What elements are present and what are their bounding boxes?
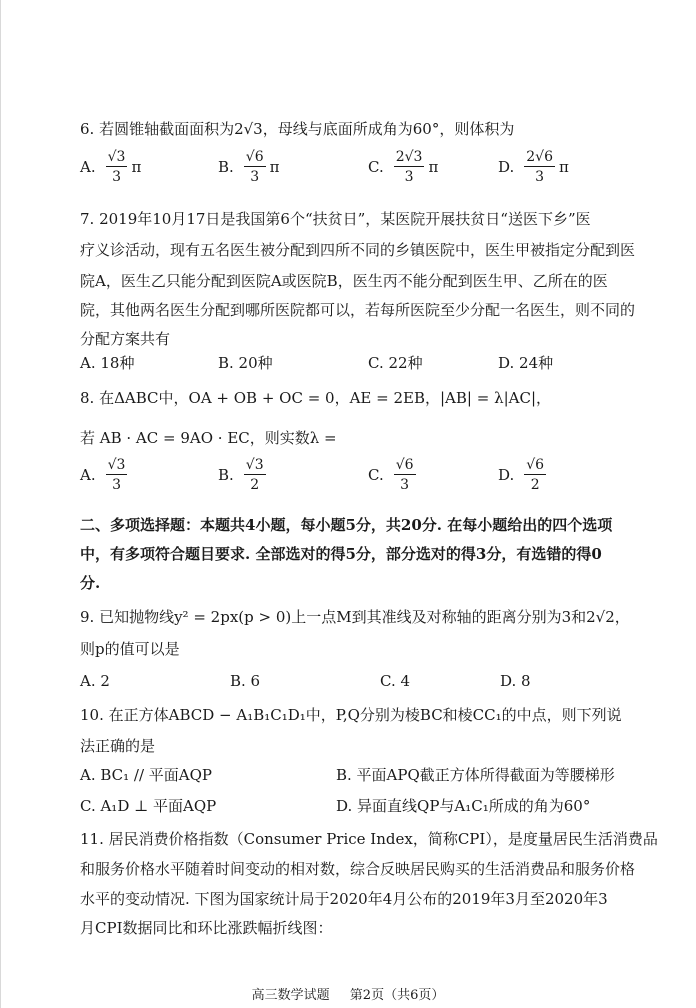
q10-options-row-2 bbox=[80, 795, 620, 816]
q7-line-5: 分配方案共有 bbox=[80, 330, 171, 348]
q10-line-2: 法正确的是 bbox=[80, 737, 156, 755]
q10-options-row-1 bbox=[80, 764, 620, 785]
q8-line-1: 8. 在ΔABC中，OA + OB + OC = 0，AE = 2EB，|AB| = λ|AC|， bbox=[80, 389, 551, 407]
q9-option-c: C. 4 bbox=[380, 672, 411, 690]
q7-line-4: 院，其他两名医生分配到哪所医院都可以，若每所医院至少分配一名医生，则不同的 bbox=[80, 301, 636, 319]
q6-stem: 6. 若圆锥轴截面面积为2√3，母线与底面所成角为60°，则体积为 bbox=[80, 120, 515, 138]
q9-options bbox=[80, 672, 620, 690]
q10-option-d: D. 异面直线QP与A₁C₁所成的角为60° bbox=[336, 797, 591, 815]
q10-option-c: C. A₁D ⊥ 平面AQP bbox=[80, 797, 217, 815]
scan-edge-line bbox=[0, 0, 1, 1008]
q7-line-2: 疗义诊活动，现有五名医生被分配到四所不同的乡镇医院中，医生甲被指定分配到医 bbox=[80, 241, 636, 259]
q9-option-d: D. 8 bbox=[500, 672, 531, 690]
q10-option-a: A. BC₁ // 平面AQP bbox=[80, 766, 213, 784]
q8-option-a: A. $\frac{√3}{3}$ bbox=[80, 457, 126, 493]
footer-page-number: 第2页（共6页） bbox=[349, 988, 445, 1003]
q10-option-b: B. 平面APQ截正方体所得截面为等腰梯形 bbox=[336, 766, 615, 784]
q11-line-1: 11. 居民消费价格指数（Consumer Price Index，简称CPI），是度量居民生活消费品 bbox=[80, 830, 658, 848]
section2-line-3: 分. bbox=[80, 574, 101, 592]
q9-line-1: 9. 已知抛物线y² = 2px(p > 0)上一点M到其准线及对称轴的距离分别为3和2√2， bbox=[80, 608, 630, 626]
q6-option-b: B. $\frac{√6}{3}$ π bbox=[218, 149, 280, 185]
q7-options bbox=[80, 352, 620, 373]
section2-line-2: 中，有多项符合题目要求. 全部选对的得5分，部分选对的得3分，有选错的得0 bbox=[80, 545, 602, 563]
q7-option-b: B. 20种 bbox=[218, 354, 273, 372]
q8-option-b: B. $\frac{√3}{2}$ bbox=[218, 457, 264, 493]
q8-options bbox=[80, 458, 620, 492]
q11-line-3: 水平的变动情况. 下图为国家统计局于2020年4月公布的2019年3月至2020年3 bbox=[80, 890, 608, 908]
q6-option-d: D. $\frac{2√6}{3}$ π bbox=[498, 149, 569, 185]
q7-option-d: D. 24种 bbox=[498, 354, 554, 372]
q11-line-2: 和服务价格水平随着时间变动的相对数，综合反映居民购买的生活消费品和服务价格 bbox=[80, 860, 636, 878]
q8-option-c: C. $\frac{√6}{3}$ bbox=[368, 457, 414, 493]
q6-option-c: C. $\frac{2√3}{3}$ π bbox=[368, 149, 439, 185]
q8-option-d: D. $\frac{√6}{2}$ bbox=[498, 457, 545, 493]
q7-option-a: A. 18种 bbox=[80, 354, 135, 372]
q11-line-4: 月CPI数据同比和环比涨跌幅折线图： bbox=[80, 919, 333, 937]
page-footer bbox=[0, 984, 696, 1003]
q7-line-1: 7. 2019年10月17日是我国第6个“扶贫日”，某医院开展扶贫日“送医下乡”医 bbox=[80, 210, 591, 228]
q10-line-1: 10. 在正方体ABCD − A₁B₁C₁D₁中，P,Q分别为棱BC和棱CC₁的中点，则下列说 bbox=[80, 706, 622, 724]
q7-line-3: 院A，医生乙只能分配到医院A或医院B，医生丙不能分配到医生甲、乙所在的医 bbox=[80, 272, 608, 290]
q9-option-a: A. 2 bbox=[80, 672, 110, 690]
q9-line-2: 则p的值可以是 bbox=[80, 640, 180, 658]
q6-option-a: A. $\frac{√3}{3}$ π bbox=[80, 149, 142, 185]
section2-line-1: 二、多项选择题：本题共4小题，每小题5分，共20分. 在每小题给出的四个选项 bbox=[80, 516, 613, 534]
q6-options bbox=[80, 150, 620, 184]
q9-option-b: B. 6 bbox=[230, 672, 261, 690]
q8-line-2: 若 AB · AC = 9AO · EC，则实数λ = bbox=[80, 429, 337, 447]
q7-option-c: C. 22种 bbox=[368, 354, 423, 372]
footer-exam-title: 高三数学试题 bbox=[251, 988, 330, 1003]
